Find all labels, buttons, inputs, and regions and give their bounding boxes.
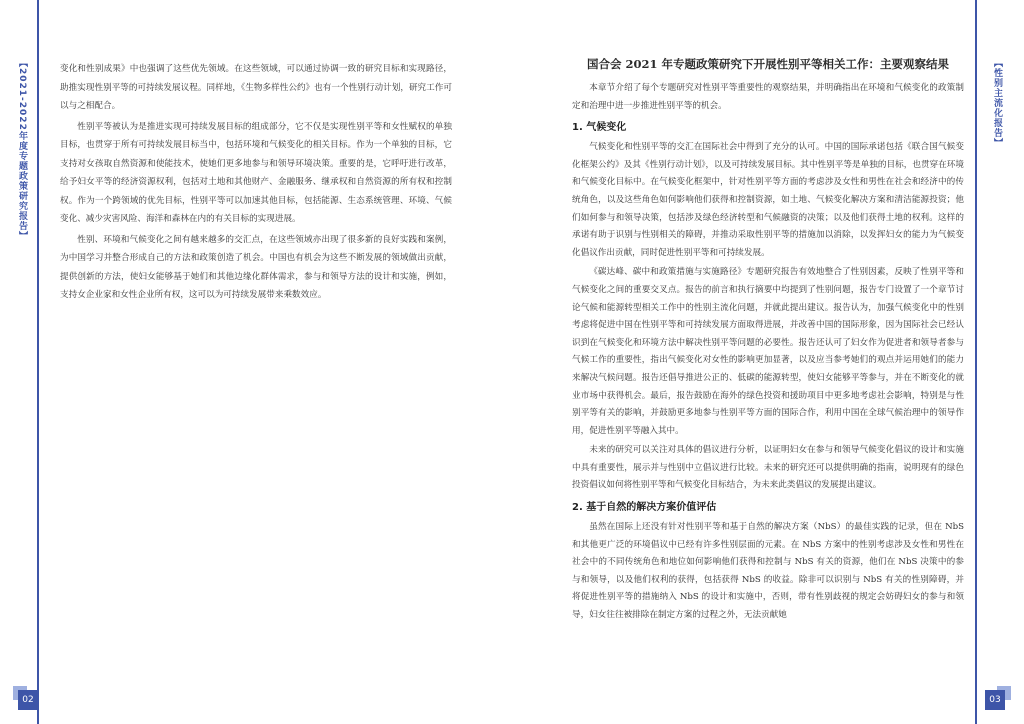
page-title: 国合会 2021 年专题政策研究下开展性别平等相关工作：主要观察结果: [586, 57, 949, 71]
right-margin-rule: [975, 0, 977, 724]
section-heading-climate: 1. 气候变化: [572, 122, 627, 134]
right-page-number: 03: [985, 690, 1005, 710]
left-paragraph: 变化和性别成果》中也强调了这些优先领域。在这些领域，可以通过协调一致的研究目标和实现路径，助推实现性别平等的可持续发展议程。同样地，《生物多样性公约》也有一个性别行动计划，研究工作可以与之相配合。: [60, 64, 452, 111]
left-paragraph: 性别、环境和气候变化之间有越来越多的交汇点，在这些领域亦出现了很多新的良好实践和案例，为中国学习并整合形成自己的方法和政策创造了机会。中国也有机会为这些不断发展的领域做出贡献，提供创新的方法，使妇女能够基于她们和其他边缘化群体需求，参与和领导方法的设计和实施，例如，支持女企业家和女性企业所有权，这可以为可持续发展带来乘数效应。: [60, 234, 452, 300]
right-page-body: [572, 56, 964, 627]
intro-paragraph: 本章节介绍了每个专题研究对性别平等重要性的观察结果，并明确指出在环境和气候变化的政策制定和治理中进一步推进性别平等的机会。: [572, 83, 964, 111]
right-side-title: 【性别主流化报告】: [992, 58, 1002, 148]
left-margin-rule: [37, 0, 39, 724]
section-paragraph: 未来的研究可以关注对具体的倡议进行分析，以证明妇女在参与和领导气候变化倡议的设计和实施中具有重要性，展示并与性别中立倡议进行比较。未来的研究还可以提供明确的指南，说明现有的绿色投资倡议如何将性别平等和气候变化目标结合，为未来此类倡议的发展提出建议。: [572, 445, 964, 491]
left-side-title: 【2021-2022年度专题政策研究报告】: [17, 58, 27, 241]
left-page-body: [60, 60, 452, 307]
section-paragraph: 虽然在国际上还没有针对性别平等和基于自然的解决方案（NbS）的最佳实践的记录，但在 NbS 和其他更广泛的环境倡议中已经有许多性别层面的元素。在 NbS 方案中的性别考虑涉及女性和男性在社会中的不同传统角色和地位如何影响他们获得和控制与 NbS 有关的资源，他们在 NbS 决策中的参与和领导，以及他们权利的获得，包括获得 NbS 的收益。除非可以识别与 NbS 有关的性别障碍，并将促进性别平等的措施纳入 NbS 的设计和实施中，否则，带有性别歧视的规定会妨碍妇女的参与和领导，妇女往往被排除在制定方案的过程之外，无法贡献她: [572, 522, 964, 621]
left-page-number: 02: [18, 690, 38, 710]
section-paragraph: 气候变化和性别平等的交汇在国际社会中得到了充分的认可。中国的国际承诺包括《联合国气候变化框架公约》及其《性别行动计划》，以及可持续发展目标。其中性别平等是单独的目标，也贯穿在环境和气候变化目标中。在气候变化框架中，针对性别平等方面的考虑涉及女性和男性在社会和经济中的传统角色，以及这些角色如何影响他们获得和控制资源，如土地、气候变化解决方案和清洁能源投资；他们如何参与和领导决策，包括涉及绿色经济转型和气候融资的决策；以及他们获得土地的权利。这样的承诺有助于识别与性别相关的障碍，并推动采取性别平等的措施加以消除，以发挥妇女的能力为气候变化倡议作出贡献，同时促进性别平等和可持续发展。: [572, 142, 964, 258]
section-heading-nbs: 2. 基于自然的解决方案价值评估: [572, 502, 717, 514]
section-paragraph: 《碳达峰、碳中和政策措施与实施路径》专题研究报告有效地整合了性别因素，反映了性别平等和气候变化之间的重要交叉点。报告的前言和执行摘要中均提到了性别问题，报告专门设置了一个章节讨论气候和能源转型相关工作中的性别主流化问题，并就此提出建议。报告认为，加强气候变化中的性别考虑将促进中国在性别平等和可持续发展方面取得进展，并改善中国的国际形象，因为国际社会已经认识到在气候变化和环境方法中解决性别平等问题的必要性。报告还认可了妇女作为促进者和领导者参与气候工作的重要性，指出气候变化对女性的影响更加显著，以及应当参考她们的观点并运用她们的能力来解决气候问题。报告还倡导推进公正的、低碳的能源转型，使妇女能够平等参与，并在不断变化的就业市场中获得机会。最后，报告鼓励在海外的绿色投资和援助项目中更多地考虑社会影响，特别是与性别平等有关的影响，并鼓励更多地参与性别平等方面的国际合作，利用中国在全球气候治理中的领导作用，促进性别平等融入其中。: [572, 267, 964, 436]
left-paragraph: 性别平等被认为是推进实现可持续发展目标的组成部分，它不仅是实现性别平等和女性赋权的单独目标，也贯穿于所有可持续发展目标当中，包括环境和气候变化的相关目标。作为一个单独的目标，它支持对女孩取自然资源和使能技术，使她们更多地参与和领导环境决策。重要的是，它呼吁进行改革，给予妇女平等的经济资源权利，包括对土地和其他财产、金融服务、继承权和自然资源的所有权和控制权。作为一个跨领域的优先目标，性别平等可以加速其他目标，包括能源、生态系统管理、环境、气候变化、减少灾害风险、海洋和森林在内的有关目标的实现进展。: [60, 121, 452, 224]
